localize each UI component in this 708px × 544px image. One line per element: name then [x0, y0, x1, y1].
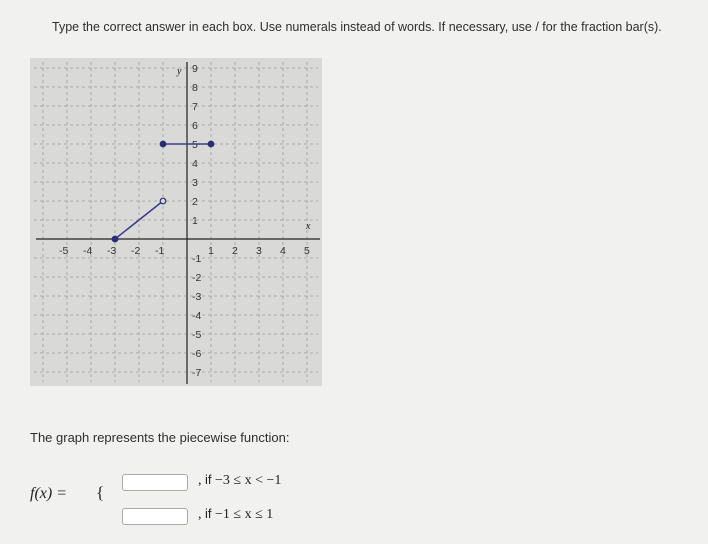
- x-tick-label: -3: [107, 245, 117, 257]
- x-tick-label: 4: [280, 245, 286, 257]
- y-tick-label: 4: [192, 158, 198, 170]
- y-tick-label: -2: [192, 272, 202, 284]
- y-tick-label: -5: [192, 329, 202, 341]
- coordinate-graph: [30, 58, 322, 386]
- function-label: f(x) =: [30, 485, 67, 502]
- y-tick-label: 6: [192, 120, 198, 132]
- piece-1-condition-text: −3 ≤ x < −1: [215, 473, 282, 488]
- y-tick-label: -6: [192, 348, 202, 360]
- x-tick-label: -5: [59, 245, 69, 257]
- piece-2-condition: [198, 506, 273, 523]
- y-tick-label: 1: [192, 215, 198, 227]
- piece-2-if: if: [205, 506, 212, 521]
- open-endpoint: [160, 198, 166, 204]
- closed-endpoint: [208, 141, 214, 147]
- y-tick-label: 9: [192, 63, 198, 75]
- piece-1-comma: ,: [198, 473, 202, 488]
- x-tick-label: -2: [131, 245, 141, 257]
- y-tick-label: 8: [192, 82, 198, 94]
- x-tick-label: -1: [155, 245, 165, 257]
- x-tick-label: -4: [83, 245, 93, 257]
- x-tick-label: 5: [304, 245, 310, 257]
- piece-2-comma: ,: [198, 507, 202, 522]
- y-tick-label: 7: [192, 101, 198, 113]
- x-tick-label: 2: [232, 245, 238, 257]
- piece-1-condition: [198, 472, 281, 489]
- graph-svg: [30, 58, 322, 386]
- piece-1-answer-box[interactable]: [122, 474, 188, 491]
- piece-1-if: if: [205, 472, 212, 487]
- x-axis-label: x: [306, 221, 311, 232]
- y-tick-label: -1: [192, 253, 202, 265]
- x-tick-label: 1: [208, 245, 214, 257]
- y-tick-label: -3: [192, 291, 202, 303]
- function-brace: {: [96, 483, 105, 502]
- y-tick-label: 3: [192, 177, 198, 189]
- closed-endpoint: [112, 236, 118, 242]
- y-tick-label: -4: [192, 310, 202, 322]
- piece-2-answer-box[interactable]: [122, 508, 188, 525]
- piece-2-condition-text: −1 ≤ x ≤ 1: [215, 507, 274, 522]
- instructions: Type the correct answer in each box. Use numerals instead of words. If necessary, use / for the fraction bar(s).: [52, 20, 662, 34]
- question-text: The graph represents the piecewise function:: [30, 430, 290, 445]
- y-axis-label: y: [177, 66, 182, 77]
- closed-endpoint: [160, 141, 166, 147]
- x-tick-label: 3: [256, 245, 262, 257]
- y-tick-label: -7: [192, 367, 202, 379]
- y-tick-label: 5: [192, 139, 198, 151]
- y-tick-label: 2: [192, 196, 198, 208]
